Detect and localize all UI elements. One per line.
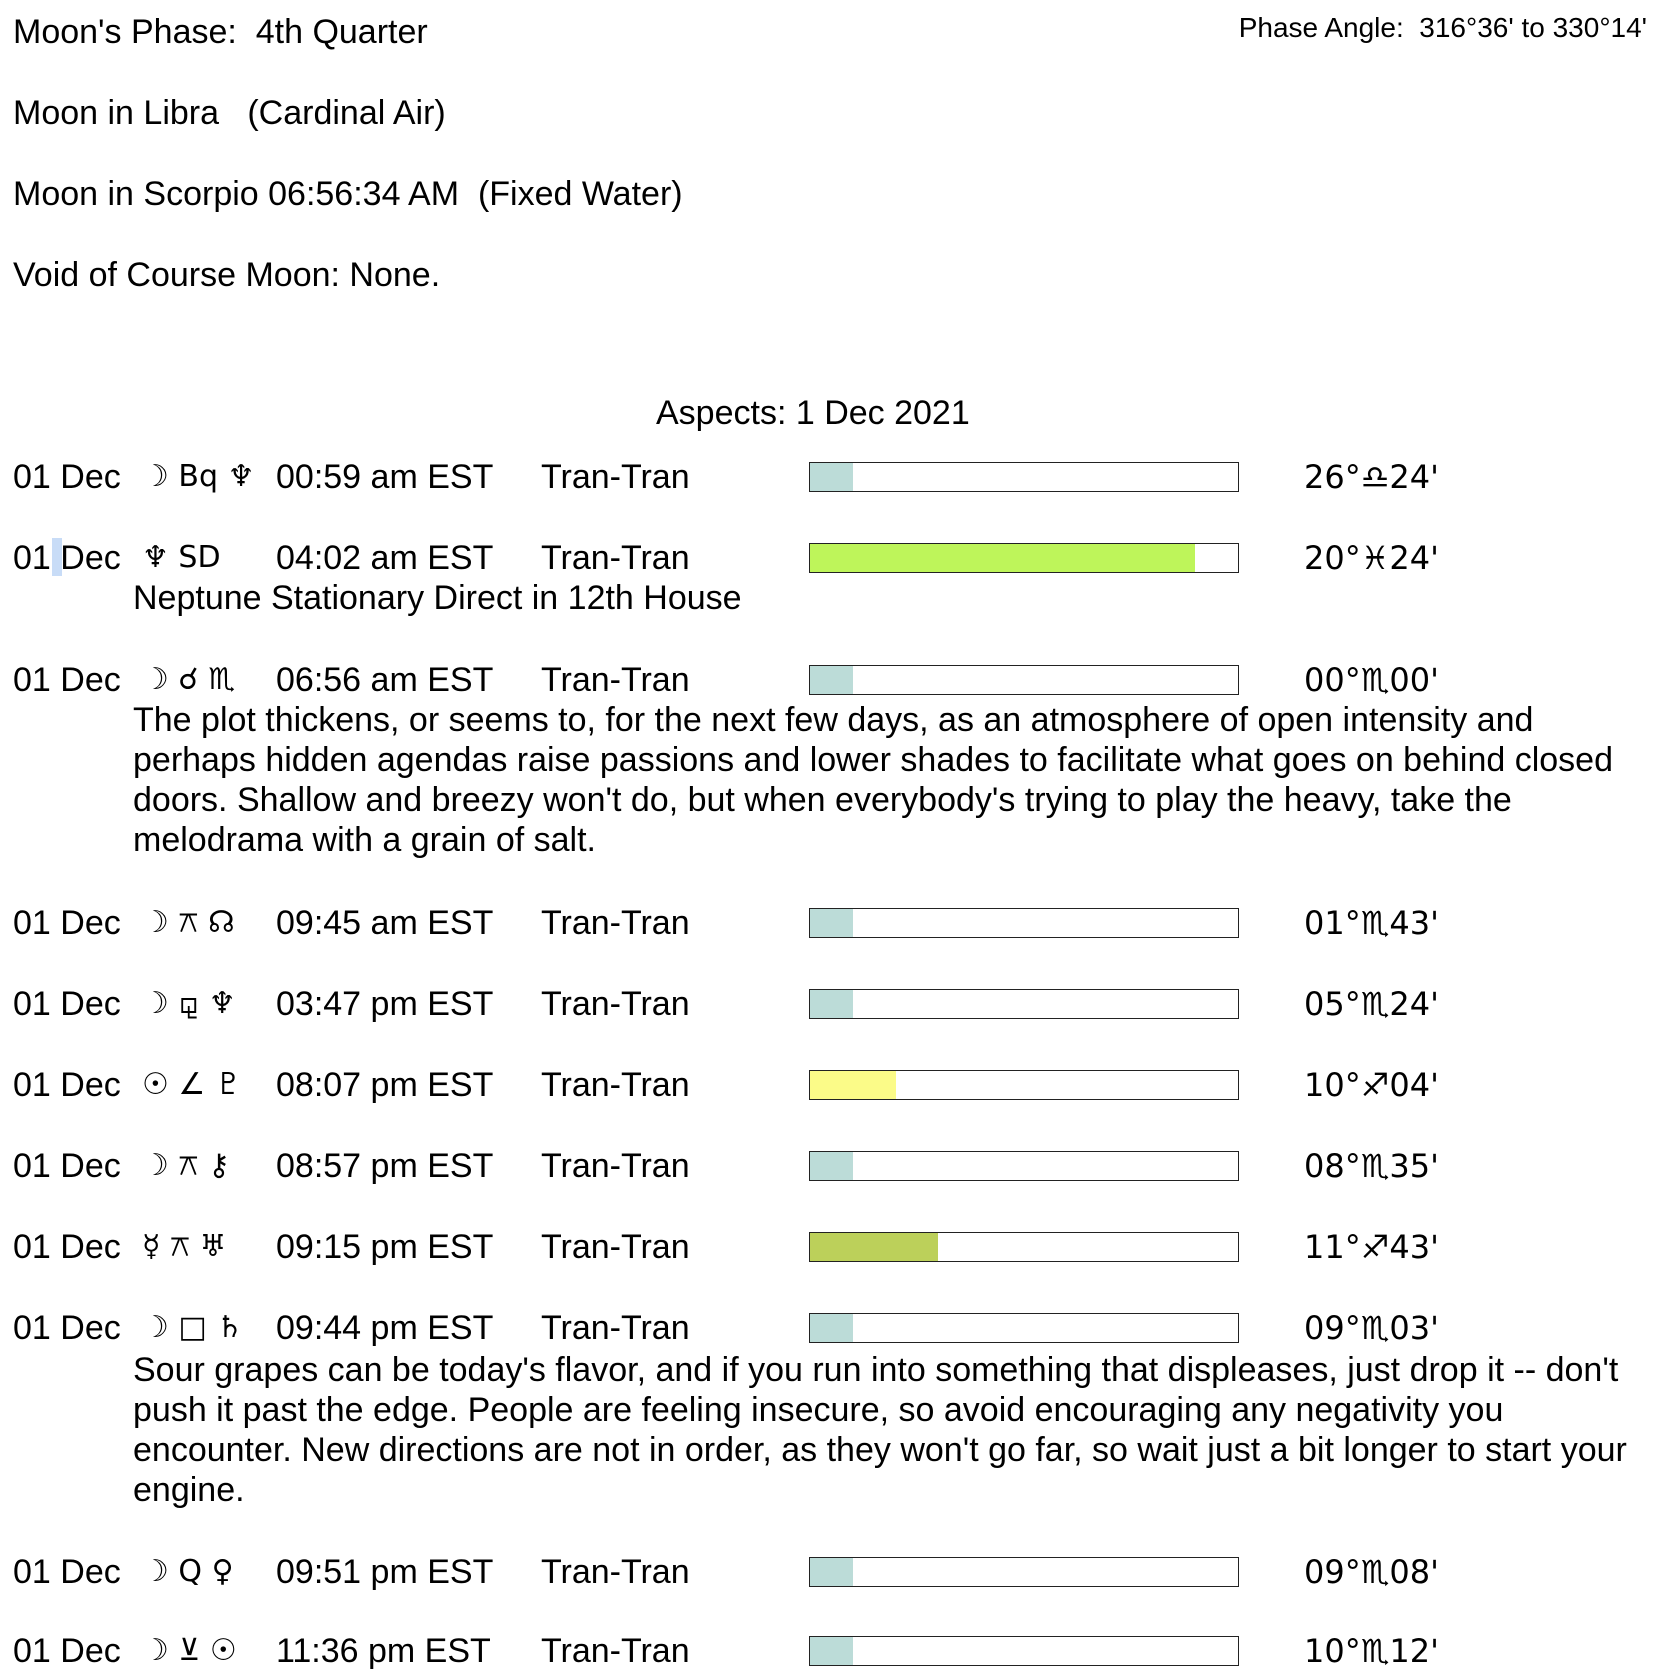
aspect-time: 04:02 am EST bbox=[276, 539, 494, 577]
aspect-position: 10°♏12' bbox=[1304, 1632, 1439, 1670]
aspect-date: 01 Dec bbox=[13, 1147, 121, 1185]
moon-sign-scorpio: Moon in Scorpio 06:56:34 AM (Fixed Water) bbox=[13, 175, 683, 213]
aspect-time: 09:51 pm EST bbox=[276, 1553, 494, 1591]
void-of-course: Void of Course Moon: None. bbox=[13, 256, 441, 294]
phase-angle: Phase Angle: 316°36' to 330°14' bbox=[1238, 12, 1647, 43]
aspect-glyphs-icon: ☽ □ ♄ bbox=[142, 1310, 244, 1345]
aspect-row bbox=[0, 457, 1674, 497]
strength-bar bbox=[809, 1557, 1239, 1587]
aspect-date: 01 Dec bbox=[13, 1553, 121, 1591]
aspect-kind: Tran-Tran bbox=[541, 904, 690, 942]
aspect-position: 09°♏08' bbox=[1304, 1553, 1439, 1591]
aspect-time: 03:47 pm EST bbox=[276, 985, 494, 1023]
aspect-glyphs-icon: ☉ ∠ ♇ bbox=[142, 1067, 242, 1102]
strength-bar-fill bbox=[810, 909, 853, 937]
aspect-glyphs-icon: ♆ SD bbox=[142, 540, 221, 575]
strength-bar bbox=[809, 462, 1239, 492]
aspect-position: 00°♏00' bbox=[1304, 661, 1439, 699]
aspect-position: 01°♏43' bbox=[1304, 904, 1439, 942]
strength-bar-fill bbox=[810, 1314, 853, 1342]
aspect-date: 01 Dec bbox=[13, 539, 121, 577]
aspect-kind: Tran-Tran bbox=[541, 458, 690, 496]
aspect-kind: Tran-Tran bbox=[541, 661, 690, 699]
aspect-date: 01 Dec bbox=[13, 985, 121, 1023]
strength-bar bbox=[809, 665, 1239, 695]
aspect-kind: Tran-Tran bbox=[541, 1553, 690, 1591]
strength-bar bbox=[809, 1070, 1239, 1100]
aspect-time: 00:59 am EST bbox=[276, 458, 494, 496]
aspect-description: The plot thickens, or seems to, for the next few days, as an atmosphere of open intensity and perhaps hidden agendas raise passions and lower shades to facilitate what goes on behind closed doors. Shallow and breezy won't do, but when everybody's trying to play the heavy, take the melodrama with a grain of salt. bbox=[133, 701, 1613, 859]
aspect-row bbox=[0, 1065, 1674, 1105]
moon-phase: Moon's Phase: 4th Quarter bbox=[13, 13, 428, 51]
aspect-position: 10°♐04' bbox=[1304, 1066, 1439, 1104]
aspect-glyphs-icon: ☽ ☌ ♏ bbox=[142, 662, 236, 697]
aspect-date: 01 Dec bbox=[13, 904, 121, 942]
aspect-description: Neptune Stationary Direct in 12th House bbox=[133, 579, 742, 617]
moon-sign-libra: Moon in Libra (Cardinal Air) bbox=[13, 94, 446, 132]
aspect-row bbox=[0, 1631, 1674, 1671]
aspect-date: 01 Dec bbox=[13, 661, 121, 699]
aspect-position: 05°♏24' bbox=[1304, 985, 1439, 1023]
strength-bar bbox=[809, 543, 1239, 573]
strength-bar bbox=[809, 1636, 1239, 1666]
aspect-position: 20°♓24' bbox=[1304, 539, 1439, 577]
strength-bar-fill bbox=[810, 666, 853, 694]
aspect-row bbox=[0, 903, 1674, 943]
aspect-row bbox=[0, 1552, 1674, 1592]
aspect-kind: Tran-Tran bbox=[541, 1066, 690, 1104]
aspect-row bbox=[0, 1146, 1674, 1186]
strength-bar-fill bbox=[810, 463, 853, 491]
strength-bar-fill bbox=[810, 544, 1195, 572]
aspect-kind: Tran-Tran bbox=[541, 1309, 690, 1347]
strength-bar-fill bbox=[810, 1558, 853, 1586]
strength-bar-fill bbox=[810, 1152, 853, 1180]
aspect-date: 01 Dec bbox=[13, 458, 121, 496]
aspect-time: 09:15 pm EST bbox=[276, 1228, 494, 1266]
aspect-kind: Tran-Tran bbox=[541, 1228, 690, 1266]
aspect-time: 11:36 pm EST bbox=[276, 1632, 491, 1670]
aspect-glyphs-icon: ☽ ⚻ ⚷ bbox=[142, 1148, 230, 1183]
aspect-kind: Tran-Tran bbox=[541, 1632, 690, 1670]
strength-bar-fill bbox=[810, 1637, 853, 1665]
strength-bar-fill bbox=[810, 1071, 896, 1099]
aspect-glyphs-icon: ☽ ⚼ ♆ bbox=[142, 986, 236, 1021]
aspect-position: 08°♏35' bbox=[1304, 1147, 1439, 1185]
aspect-time: 06:56 am EST bbox=[276, 661, 494, 699]
aspect-time: 08:57 pm EST bbox=[276, 1147, 494, 1185]
aspect-glyphs-icon: ☽ Bq ♆ bbox=[142, 459, 255, 494]
strength-bar bbox=[809, 908, 1239, 938]
aspect-time: 08:07 pm EST bbox=[276, 1066, 494, 1104]
aspect-kind: Tran-Tran bbox=[541, 1147, 690, 1185]
aspect-date: 01 Dec bbox=[13, 1309, 121, 1347]
aspect-time: 09:44 pm EST bbox=[276, 1309, 494, 1347]
aspects-title: Aspects: 1 Dec 2021 bbox=[656, 394, 970, 432]
aspect-position: 26°♎24' bbox=[1304, 458, 1439, 496]
strength-bar bbox=[809, 1151, 1239, 1181]
aspect-glyphs-icon: ☿ ⚻ ♅ bbox=[142, 1229, 227, 1264]
aspect-row bbox=[0, 538, 1674, 578]
strength-bar-fill bbox=[810, 1233, 938, 1261]
aspect-date: 01 Dec bbox=[13, 1066, 121, 1104]
aspect-kind: Tran-Tran bbox=[541, 539, 690, 577]
strength-bar bbox=[809, 1232, 1239, 1262]
strength-bar-fill bbox=[810, 990, 853, 1018]
aspect-date: 01 Dec bbox=[13, 1632, 121, 1670]
strength-bar bbox=[809, 1313, 1239, 1343]
aspect-glyphs-icon: ☽ ⚻ ☊ bbox=[142, 905, 235, 940]
aspect-description: Sour grapes can be today's flavor, and if you run into something that displeases, just drop it -- don't push it past the edge. People are feeling insecure, so avoid encouraging any negativity you encounter. New directions are not in order, as they won't go far, so wait just a bit longer to start your engine. bbox=[133, 1351, 1627, 1509]
aspect-date: 01 Dec bbox=[13, 1228, 121, 1266]
aspect-row bbox=[0, 984, 1674, 1024]
aspect-kind: Tran-Tran bbox=[541, 985, 690, 1023]
aspect-row bbox=[0, 1308, 1674, 1348]
aspect-position: 11°♐43' bbox=[1304, 1228, 1439, 1266]
aspect-glyphs-icon: ☽ ⊻ ☉ bbox=[142, 1633, 237, 1668]
aspect-time: 09:45 am EST bbox=[276, 904, 494, 942]
strength-bar bbox=[809, 989, 1239, 1019]
aspect-row bbox=[0, 660, 1674, 700]
aspect-position: 09°♏03' bbox=[1304, 1309, 1439, 1347]
aspect-glyphs-icon: ☽ Q ♀ bbox=[142, 1554, 234, 1589]
aspect-row bbox=[0, 1227, 1674, 1267]
